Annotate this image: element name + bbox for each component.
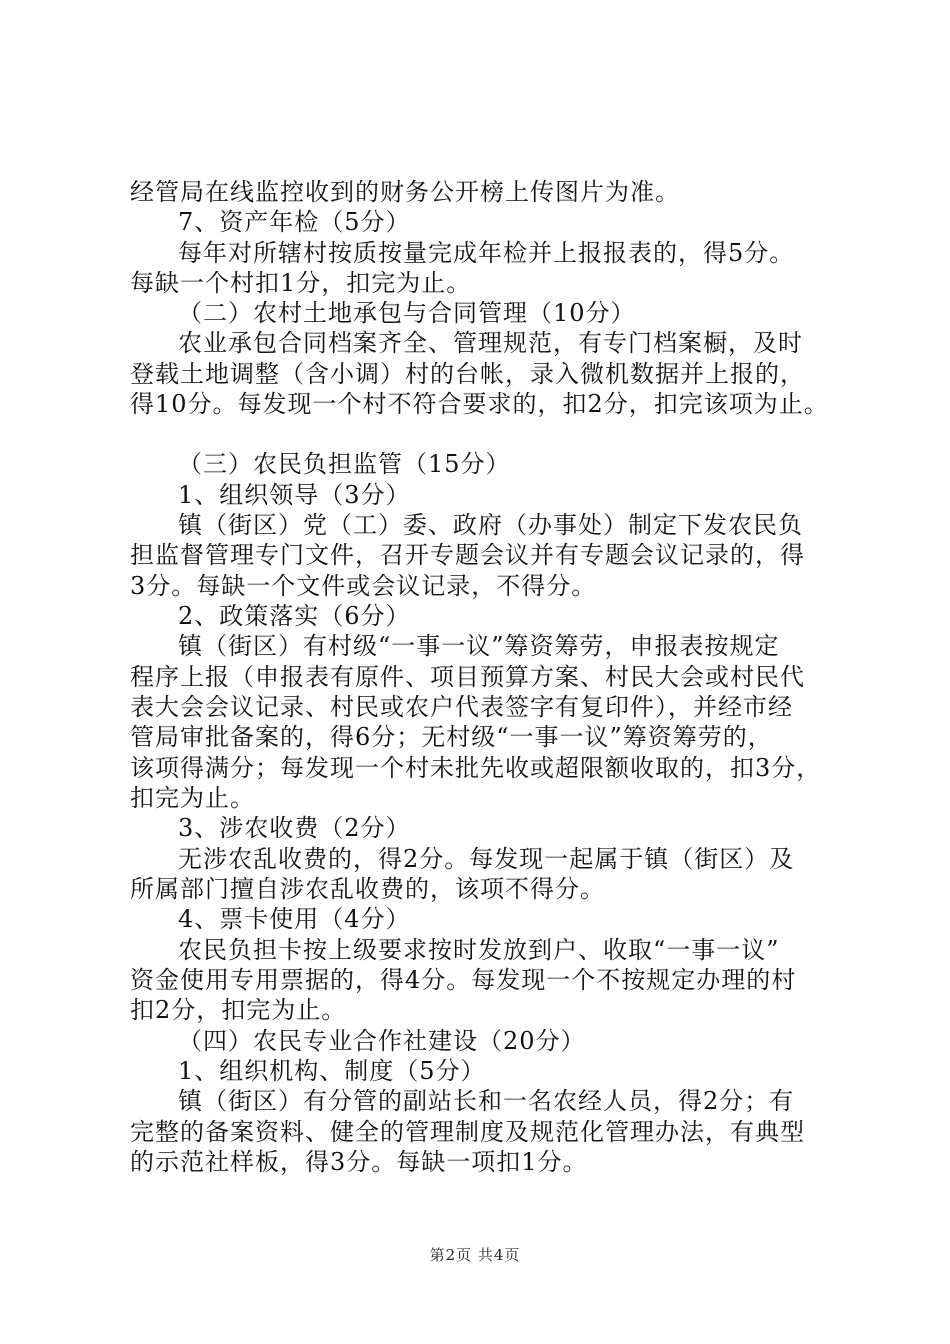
paragraph-line: 程序上报（申报表有原件、项目预算方案、村民大会或村民代 — [130, 663, 805, 691]
paragraph-line: 镇（街区）有村级“一事一议”筹资筹劳，申报表按规定 — [178, 632, 780, 660]
section-heading: （四）农民专业合作社建设（20分） — [178, 1027, 586, 1055]
paragraph-line: 担监督管理专门文件，召开专题会议并有专题会议记录的，得 — [130, 541, 805, 569]
paragraph-line: 管局审批备案的，得6分；无村级“一事一议”筹资筹劳的， — [130, 723, 773, 751]
paragraph-line: 登载土地调整（含小调）村的台帐，录入微机数据并上报的， — [130, 360, 805, 388]
paragraph-line: 每缺一个村扣1分，扣完为止。 — [130, 269, 472, 297]
paragraph-line: 3分。每缺一个文件或会议记录，不得分。 — [130, 572, 597, 600]
paragraph-line: 所属部门擅自涉农乱收费的，该项不得分。 — [130, 875, 605, 903]
section-heading: （二）农村土地承包与合同管理（10分） — [178, 299, 636, 327]
paragraph-line: 得10分。每发现一个村不符合要求的，扣2分，扣完该项为止。 — [130, 390, 829, 418]
paragraph-line: 镇（街区）党（工）委、政府（办事处）制定下发农民负 — [178, 511, 803, 539]
paragraph-line: 扣完为止。 — [130, 784, 255, 812]
paragraph-line: 完整的备案资料、健全的管理制度及规范化管理办法，有典型 — [130, 1118, 805, 1146]
section-heading: 2、政策落实（6分） — [178, 602, 411, 630]
paragraph-line: 经管局在线监控收到的财务公开榜上传图片为准。 — [130, 178, 680, 206]
paragraph-line: 镇（街区）有分管的副站长和一名农经人员，得2分；有 — [178, 1087, 795, 1115]
paragraph-line: 农民负担卡按上级要求按时发放到户、收取“一事一议” — [178, 936, 780, 964]
paragraph-line: 农业承包合同档案齐全、管理规范，有专门档案橱，及时 — [178, 329, 803, 357]
page-footer: 第2页 共4页 — [429, 1246, 521, 1264]
paragraph-line: 无涉农乱收费的，得2分。每发现一起属于镇（街区）及 — [178, 845, 795, 873]
paragraph-line: 表大会会议记录、村民或农户代表签字有复印件），并经市经 — [130, 693, 793, 721]
paragraph-line: 扣2分，扣完为止。 — [130, 996, 347, 1024]
section-heading: 1、组织机构、制度（5分） — [178, 1057, 486, 1085]
paragraph-line: 该项得满分；每发现一个村未批先收或超限额收取的，扣3分， — [130, 754, 822, 782]
paragraph-line: 每年对所辖村按质按量完成年检并上报报表的，得5分。 — [178, 239, 795, 267]
section-heading: （三）农民负担监管（15分） — [178, 450, 511, 478]
section-heading: 4、票卡使用（4分） — [178, 905, 411, 933]
section-heading: 1、组织领导（3分） — [178, 481, 411, 509]
section-heading: 3、涉农收费（2分） — [178, 814, 411, 842]
section-heading: 7、资产年检（5分） — [178, 208, 411, 236]
paragraph-line: 资金使用专用票据的，得4分。每发现一个不按规定办理的村 — [130, 966, 797, 994]
paragraph-line: 的示范社样板，得3分。每缺一项扣1分。 — [130, 1148, 588, 1176]
